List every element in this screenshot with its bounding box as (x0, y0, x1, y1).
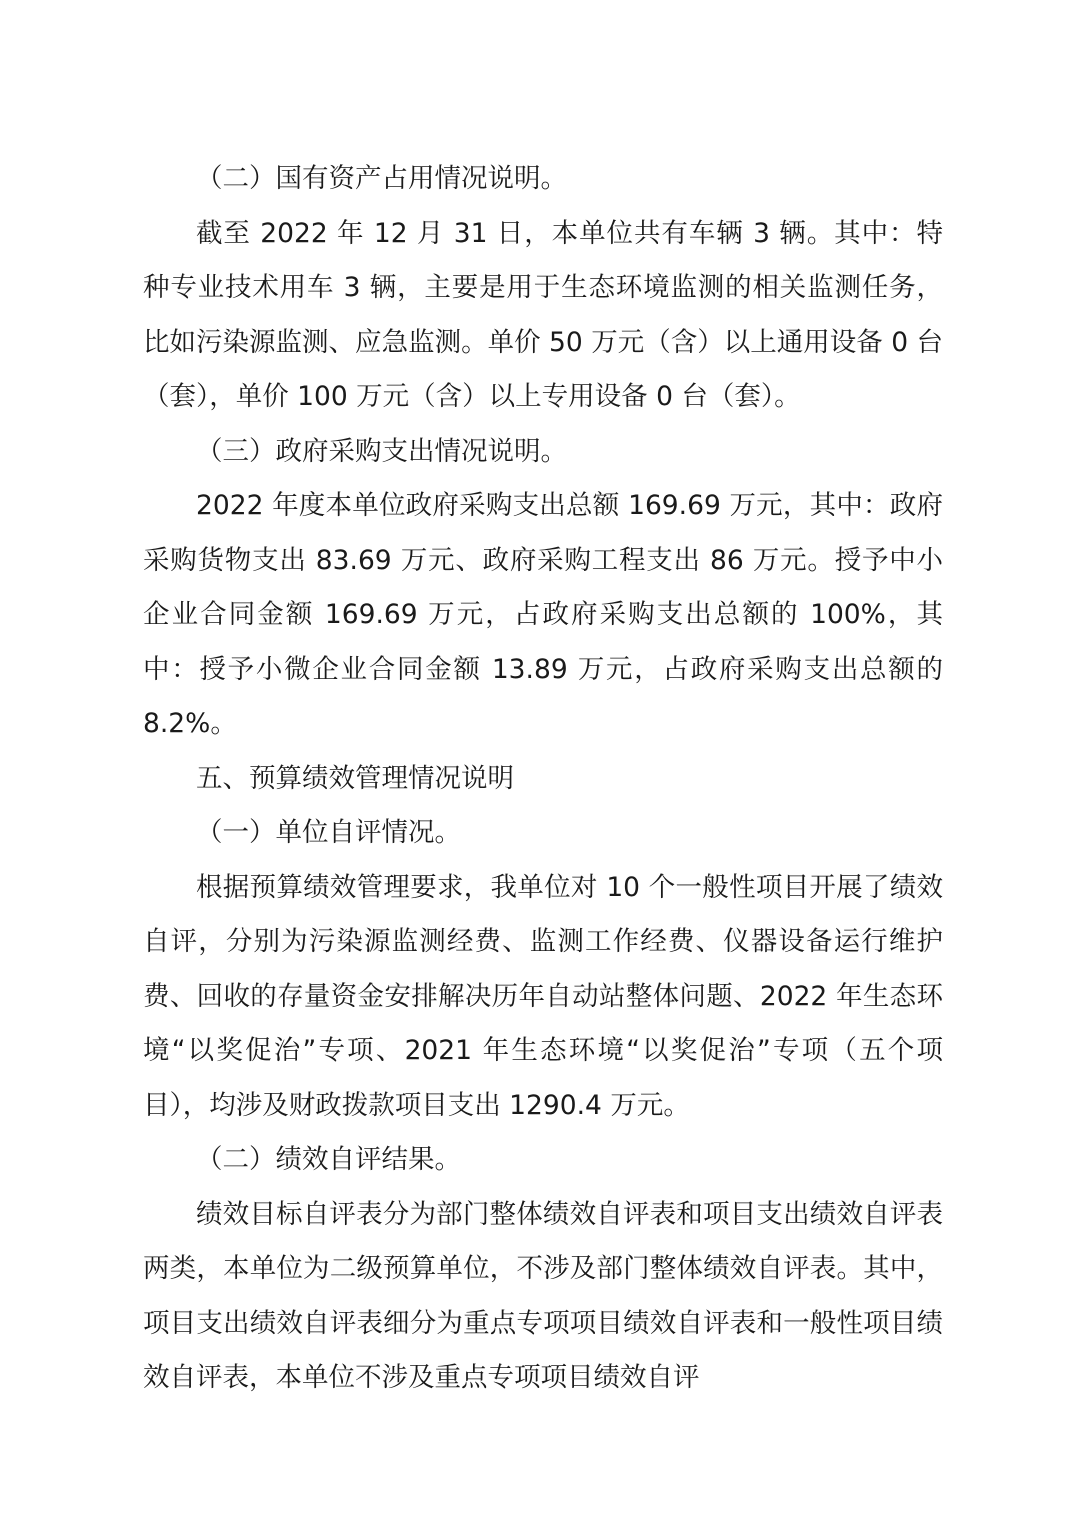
section-heading-self-evaluation: （一）单位自评情况。 (196, 817, 461, 848)
section-heading-procurement: （三）政府采购支出情况说明。 (196, 435, 567, 467)
paragraph-vehicles-equipment: 截至 2022 年 12 月 31 日，本单位共有车辆 3 辆。其中：特种专业技术用车 3 辆，主要是用于生态环境监测的相关监测任务，比如污染源监测、应急监测。单价 50 万元（含）以上通用设备 0 台（套），单价 100 万元（含）以上专用设备 0 台（套）。 (143, 217, 943, 412)
paragraph-self-evaluation-projects: 根据预算绩效管理要求，我单位对 10 个一般性项目开展了绩效自评，分别为污染源监测经费、监测工作经费、仪器设备运行维护费、回收的存量资金安排解决历年自动站整体问题、2022 年生态环境“以奖促治”专项、2021 年生态环境“以奖促治”专项（五个项目），均涉及财政拨款项目支出 1290.4 万元。 (143, 871, 943, 1121)
paragraph-evaluation-tables: 绩效目标自评表分为部门整体绩效自评表和项目支出绩效自评表两类，本单位为二级预算单位，不涉及部门整体绩效自评表。其中，项目支出绩效自评表细分为重点专项项目绩效自评表和一般性项目绩效自评表，本单位不涉及重点专项项目绩效自评 (143, 1198, 943, 1393)
section-heading-state-assets: （二）国有资产占用情况说明。 (196, 163, 567, 194)
section-heading-performance-management: 五、预算绩效管理情况说明 (196, 762, 514, 794)
section-heading-evaluation-results: （二）绩效自评结果。 (196, 1144, 461, 1175)
document-body (143, 152, 943, 1406)
paragraph-procurement-totals: 2022 年度本单位政府采购支出总额 169.69 万元，其中：政府采购货物支出 83.69 万元、政府采购工程支出 86 万元。授予中小企业合同金额 169.69 万元，占政府采购支出总额的 100%，其中：授予小微企业合同金额 13.89 万元，占政府采购支出总额的 8.2%。 (143, 490, 943, 739)
